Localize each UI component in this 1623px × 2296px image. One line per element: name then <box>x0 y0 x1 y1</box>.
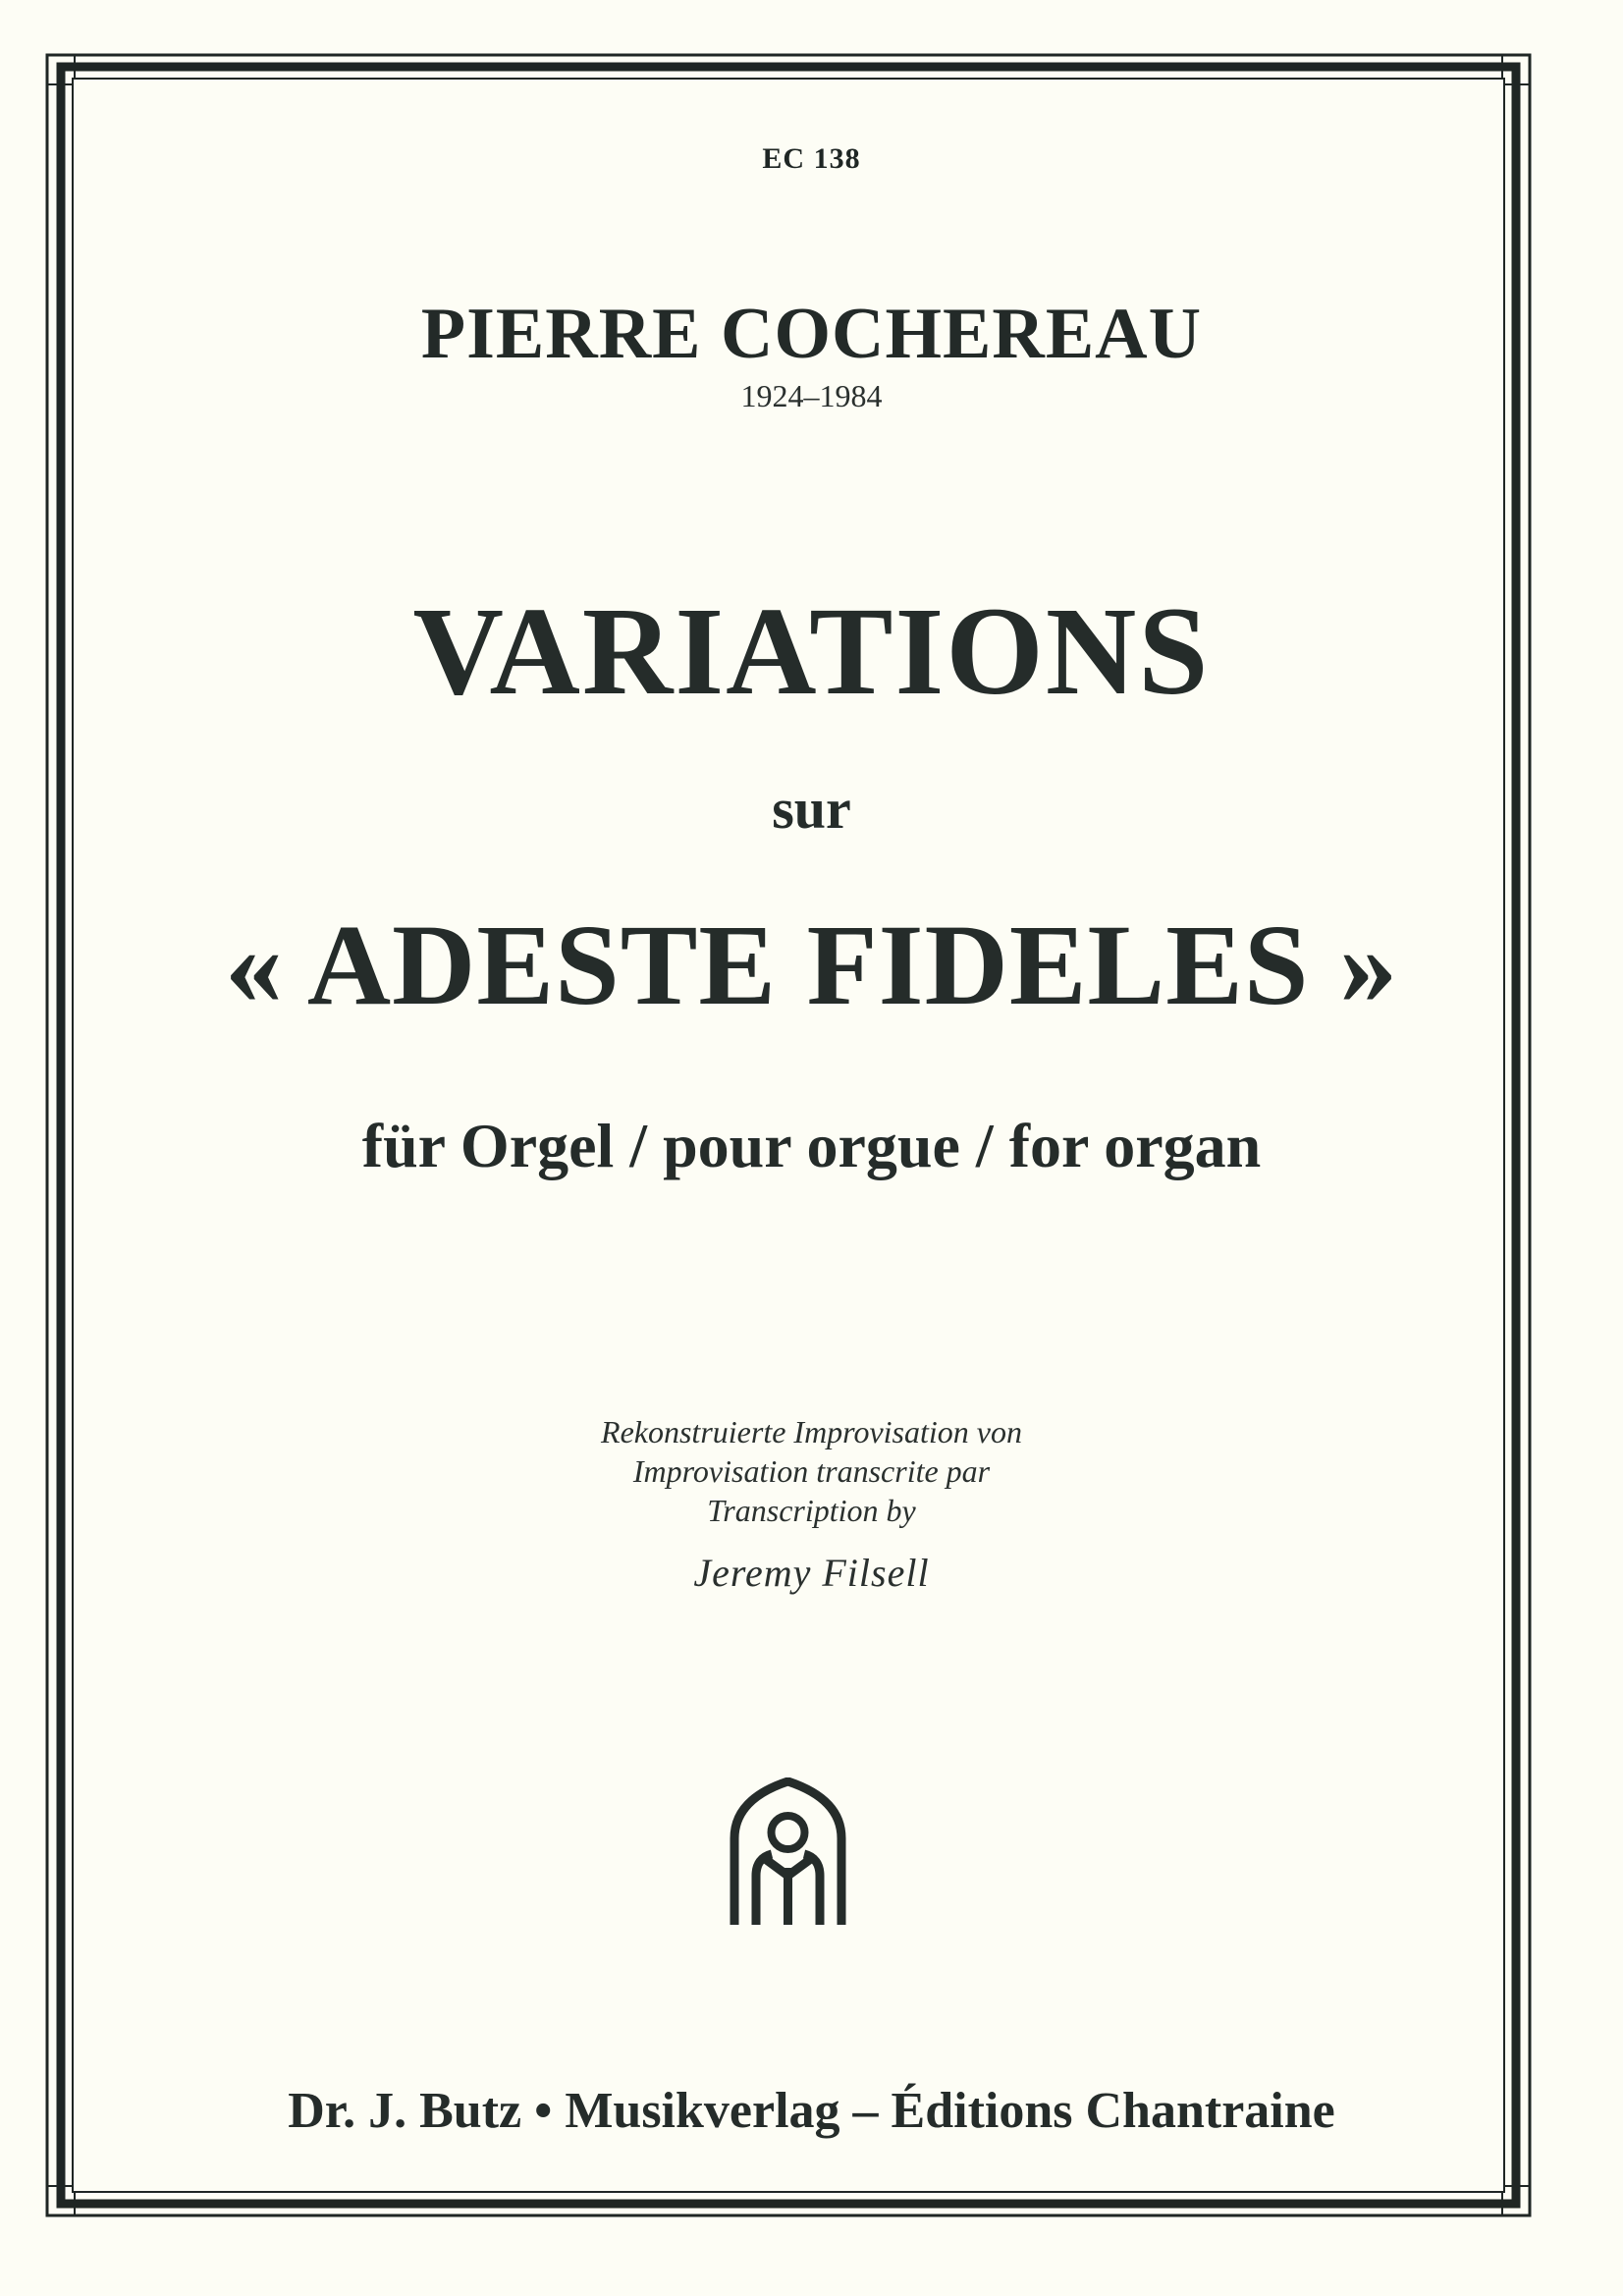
title-connector: sur <box>772 777 851 841</box>
credit-line-french: Improvisation transcrite par <box>632 1453 991 1489</box>
composer-name: PIERRE COCHEREAU <box>420 294 1203 374</box>
catalog-number: EC 138 <box>762 142 861 175</box>
work-title: VARIATIONS <box>412 581 1211 721</box>
instrumentation: für Orgel / pour orgue / for organ <box>361 1111 1262 1180</box>
composer-dates: 1924–1984 <box>740 378 883 413</box>
work-subject: « ADESTE FIDELES » <box>224 901 1399 1029</box>
credit-line-german: Rekonstruierte Improvisation von <box>601 1414 1022 1449</box>
credit-line-english: Transcription by <box>707 1493 916 1528</box>
arranger-name: Jeremy Filsell <box>693 1551 930 1595</box>
publisher-line: Dr. J. Butz • Musikverlag – Éditions Chantraine <box>288 2083 1335 2139</box>
gothic-window-icon <box>727 1777 849 1925</box>
